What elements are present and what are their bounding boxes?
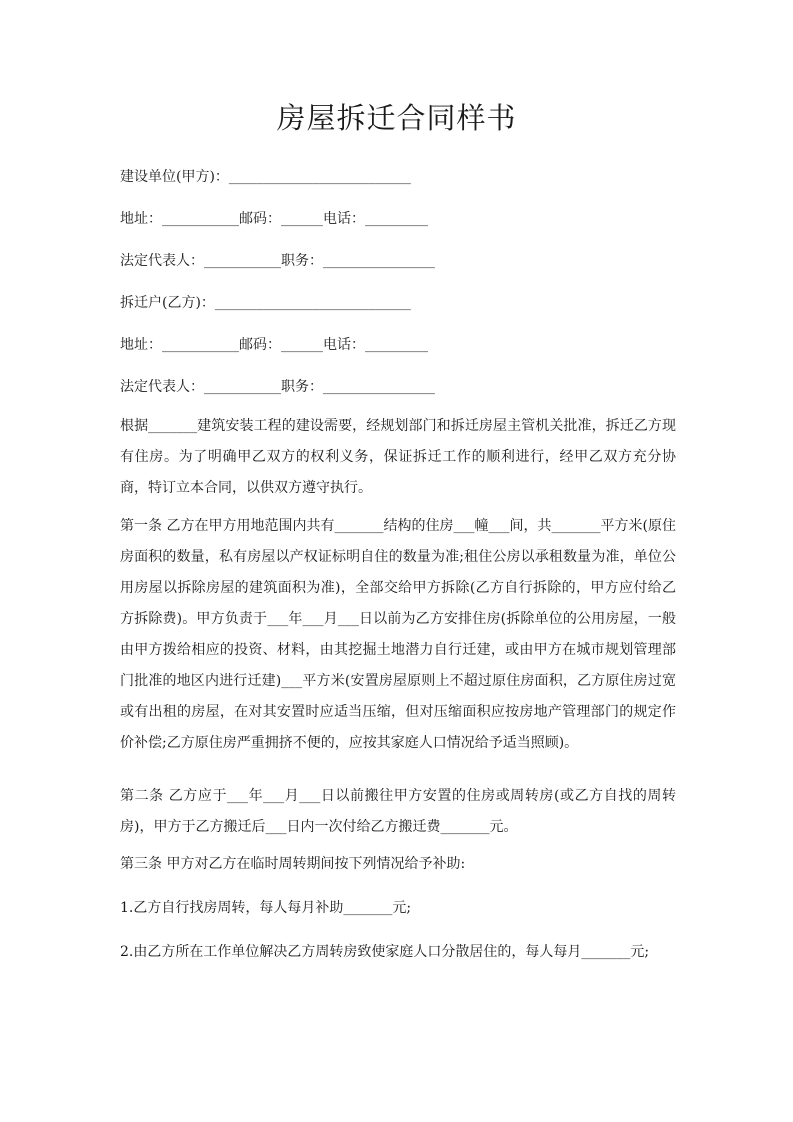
article-2-paragraph: 第二条 乙方应于___年___月___日以前搬往甲方安置的住房或周转房(或乙方自找的周转房)，甲方于乙方搬迁后___日内一次付给乙方搬迁费_______元。 — [120, 788, 676, 835]
party-b-address-field: 地址：___________邮码：______电话：_________ — [120, 337, 428, 353]
article-3-paragraph: 第三条 甲方对乙方在临时周转期间按下列情况给予补助: — [120, 856, 466, 872]
party-b-household-field: 拆迁户(乙方)：____________________________ — [120, 295, 411, 311]
article-3-item-1: 1.乙方自行找房周转，每人每月补助_______元; — [120, 900, 412, 916]
article-1-paragraph: 第一条 乙方在甲方用地范围内共有_______结构的住房___幢___间，共_______平方米(原住房面积的数量，私有房屋以产权证标明自住的数量为准;租住公房以承租数量为准，单位公用房屋以拆除房屋的建筑面积为准)，全部交给甲方拆除(乙方自行拆除的，甲方应付给乙方拆除费)。甲方负责于___年___月___日以前为乙方安排住房(拆除单位的公用房屋，一般由甲方拨给相应的投资、材料，由其挖掘土地潜力自行迁建，或由甲方在城市规划管理部门批准的地区内进行迁建)___平方米(安置房屋原则上不超过原住房面积，乙方原住房过宽或有出租的房屋，在对其安置时应适当压缩，但对压缩面积应按房地产管理部门的规定作价补偿;乙方原住房严重拥挤不便的，应按其家庭人口情况给予适当照顾)。 — [120, 518, 676, 751]
preamble-paragraph: 根据_______建筑安装工程的建设需要，经规划部门和拆迁房屋主管机关批准，拆迁乙方现有住房。为了明确甲乙双方的权利义务，保证拆迁工作的顺利进行，经甲乙双方充分协商，特订立本合同，以供双方遵守执行。 — [120, 418, 676, 496]
party-a-address-field: 地址：___________邮码：______电话：_________ — [120, 211, 428, 227]
party-a-representative-field: 法定代表人：___________职务：________________ — [120, 253, 435, 269]
party-a-unit-field: 建设单位(甲方)：__________________________ — [120, 169, 411, 185]
party-b-representative-field: 法定代表人：___________职务：________________ — [120, 379, 435, 395]
document-title: 房屋拆迁合同样书 — [276, 101, 517, 135]
article-3-item-2: 2.由乙方所在工作单位解决乙方周转房致使家庭人口分散居住的，每人每月_______元; — [120, 944, 650, 960]
